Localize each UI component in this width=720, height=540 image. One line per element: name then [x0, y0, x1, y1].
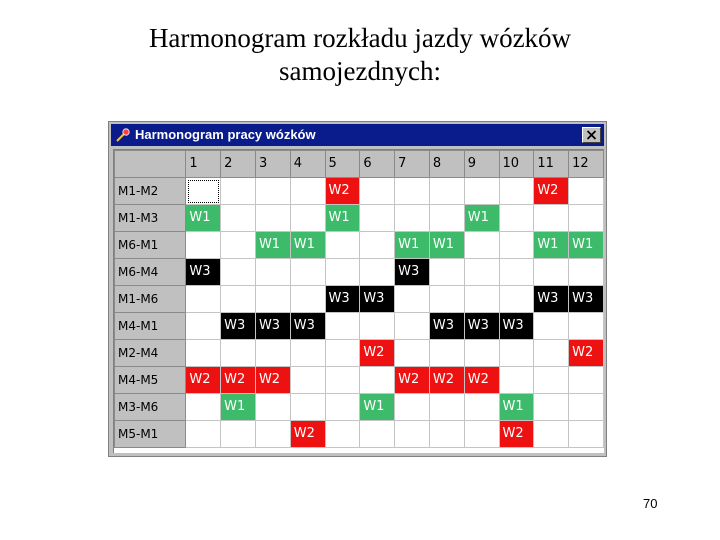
table-row: [115, 232, 604, 259]
grid-cell[interactable]: [534, 340, 569, 367]
grid-cell[interactable]: [534, 367, 569, 394]
grid-cell[interactable]: [360, 367, 395, 394]
grid-cell[interactable]: W3: [360, 286, 395, 313]
pin-icon: [115, 127, 131, 143]
grid-cell[interactable]: [221, 178, 256, 205]
column-header[interactable]: 8: [429, 151, 464, 178]
column-header[interactable]: 2: [221, 151, 256, 178]
grid-cell[interactable]: W1: [186, 205, 221, 232]
grid-cell[interactable]: [395, 340, 430, 367]
grid-cell[interactable]: W2: [395, 367, 430, 394]
grid-cell[interactable]: W2: [290, 421, 325, 448]
schedule-table: [114, 150, 604, 448]
table-row: [115, 259, 604, 286]
grid-cell[interactable]: [534, 313, 569, 340]
row-header[interactable]: M2-M4: [115, 340, 186, 367]
row-header[interactable]: M6-M1: [115, 232, 186, 259]
grid-cell[interactable]: W1: [360, 394, 395, 421]
column-header[interactable]: 10: [499, 151, 534, 178]
grid-cell[interactable]: [429, 394, 464, 421]
grid-cell[interactable]: [325, 259, 360, 286]
row-header[interactable]: M5-M1: [115, 421, 186, 448]
grid-cell[interactable]: [221, 232, 256, 259]
grid-cell[interactable]: [255, 394, 290, 421]
grid-cell[interactable]: W1: [255, 232, 290, 259]
grid-cell[interactable]: W1: [221, 394, 256, 421]
grid-cell[interactable]: [255, 178, 290, 205]
table-row: [115, 178, 604, 205]
grid-cell[interactable]: [395, 421, 430, 448]
grid-cell[interactable]: [290, 367, 325, 394]
column-header[interactable]: 12: [569, 151, 604, 178]
column-header[interactable]: 1: [186, 151, 221, 178]
grid-cell[interactable]: [499, 178, 534, 205]
grid-cell[interactable]: [429, 340, 464, 367]
grid-cell[interactable]: W1: [429, 232, 464, 259]
grid-cell[interactable]: W3: [464, 313, 499, 340]
grid-cell[interactable]: W3: [534, 286, 569, 313]
grid-cell[interactable]: W1: [290, 232, 325, 259]
column-header[interactable]: 11: [534, 151, 569, 178]
table-row: [115, 421, 604, 448]
column-header[interactable]: 3: [255, 151, 290, 178]
grid-cell[interactable]: W3: [255, 313, 290, 340]
grid-cell[interactable]: [464, 232, 499, 259]
grid-cell[interactable]: [499, 232, 534, 259]
grid-cell[interactable]: [395, 205, 430, 232]
grid-cell[interactable]: W3: [221, 313, 256, 340]
grid-cell[interactable]: [325, 394, 360, 421]
grid-cell[interactable]: W3: [499, 313, 534, 340]
grid-cell[interactable]: [186, 313, 221, 340]
grid-cell[interactable]: [429, 259, 464, 286]
grid-cell[interactable]: [290, 259, 325, 286]
column-header[interactable]: 4: [290, 151, 325, 178]
row-header[interactable]: M4-M5: [115, 367, 186, 394]
grid-cell[interactable]: W1: [325, 205, 360, 232]
grid-cell[interactable]: W1: [534, 232, 569, 259]
grid-cell[interactable]: W3: [325, 286, 360, 313]
grid-cell[interactable]: [255, 340, 290, 367]
grid-cell[interactable]: [360, 313, 395, 340]
row-header[interactable]: M4-M1: [115, 313, 186, 340]
grid-cell[interactable]: [499, 286, 534, 313]
grid-cell[interactable]: [255, 286, 290, 313]
column-header[interactable]: 9: [464, 151, 499, 178]
grid-cell[interactable]: [464, 394, 499, 421]
grid-cell[interactable]: [290, 394, 325, 421]
grid-cell[interactable]: [290, 205, 325, 232]
grid-cell[interactable]: [360, 232, 395, 259]
grid-cell[interactable]: [255, 421, 290, 448]
grid-cell[interactable]: W2: [255, 367, 290, 394]
grid-cell[interactable]: [429, 205, 464, 232]
close-button[interactable]: [582, 127, 601, 143]
grid-cell[interactable]: W1: [499, 394, 534, 421]
schedule-window: [108, 121, 607, 457]
grid-cell[interactable]: [569, 313, 604, 340]
column-header[interactable]: 6: [360, 151, 395, 178]
grid-cell[interactable]: W3: [186, 259, 221, 286]
grid-cell[interactable]: [395, 178, 430, 205]
table-row: [115, 394, 604, 421]
grid-cell[interactable]: [499, 205, 534, 232]
grid-cell[interactable]: W3: [395, 259, 430, 286]
slide-title-line-2: samojezdnych:: [279, 56, 441, 86]
window-title: Harmonogram pracy wózków: [135, 127, 316, 142]
grid-cell[interactable]: [569, 421, 604, 448]
grid-cell[interactable]: [499, 340, 534, 367]
grid-cell[interactable]: [429, 286, 464, 313]
table-row: [115, 205, 604, 232]
grid-cell[interactable]: [569, 367, 604, 394]
grid-cell[interactable]: [186, 232, 221, 259]
grid-cell[interactable]: [186, 340, 221, 367]
page-number: 70: [643, 496, 658, 511]
column-header[interactable]: 7: [395, 151, 430, 178]
grid-cell[interactable]: [429, 421, 464, 448]
grid-cell[interactable]: [360, 421, 395, 448]
grid-cell[interactable]: [534, 259, 569, 286]
grid-cell[interactable]: [186, 421, 221, 448]
window-titlebar[interactable]: [111, 124, 604, 146]
grid-cell[interactable]: W1: [569, 232, 604, 259]
grid-cell[interactable]: [325, 232, 360, 259]
grid-cell[interactable]: [290, 178, 325, 205]
grid-cell[interactable]: W3: [429, 313, 464, 340]
header-row: [115, 151, 604, 178]
grid-cell[interactable]: [360, 205, 395, 232]
grid-cell[interactable]: [360, 259, 395, 286]
grid-cell[interactable]: [429, 178, 464, 205]
grid-cell[interactable]: [360, 178, 395, 205]
grid-cell[interactable]: [221, 340, 256, 367]
grid-cell[interactable]: [221, 421, 256, 448]
grid-cell[interactable]: [499, 259, 534, 286]
row-header[interactable]: M1-M3: [115, 205, 186, 232]
grid-cell[interactable]: [325, 421, 360, 448]
grid-cell[interactable]: [464, 340, 499, 367]
grid-cell[interactable]: W2: [325, 178, 360, 205]
grid-cell[interactable]: W3: [290, 313, 325, 340]
row-header[interactable]: M3-M6: [115, 394, 186, 421]
grid-cell[interactable]: [464, 286, 499, 313]
grid-cell[interactable]: W2: [221, 367, 256, 394]
grid-cell[interactable]: [255, 205, 290, 232]
grid-cell[interactable]: [569, 394, 604, 421]
close-icon: [586, 130, 597, 140]
table-row: [115, 367, 604, 394]
grid-cell[interactable]: [534, 394, 569, 421]
table-row: [115, 313, 604, 340]
grid-cell[interactable]: [186, 286, 221, 313]
row-header[interactable]: M1-M6: [115, 286, 186, 313]
grid-cell[interactable]: W2: [499, 421, 534, 448]
grid-cell[interactable]: [325, 367, 360, 394]
grid-cell[interactable]: [221, 259, 256, 286]
grid-cell[interactable]: [290, 340, 325, 367]
grid-cell[interactable]: [255, 259, 290, 286]
schedule-grid: [113, 149, 604, 453]
grid-cell[interactable]: W2: [534, 178, 569, 205]
grid-cell[interactable]: [534, 421, 569, 448]
grid-cell[interactable]: W2: [569, 340, 604, 367]
grid-cell[interactable]: [325, 340, 360, 367]
grid-cell[interactable]: [186, 394, 221, 421]
grid-cell[interactable]: W1: [464, 205, 499, 232]
grid-cell[interactable]: W2: [429, 367, 464, 394]
table-row: [115, 340, 604, 367]
grid-cell[interactable]: [534, 205, 569, 232]
grid-cell[interactable]: [395, 286, 430, 313]
grid-corner: [115, 151, 186, 178]
table-row: [115, 286, 604, 313]
grid-cell[interactable]: [569, 178, 604, 205]
grid-cell[interactable]: [290, 286, 325, 313]
grid-cell[interactable]: [499, 367, 534, 394]
grid-cell[interactable]: [395, 313, 430, 340]
grid-cell[interactable]: [569, 259, 604, 286]
row-header[interactable]: M6-M4: [115, 259, 186, 286]
grid-cell[interactable]: [569, 205, 604, 232]
grid-cell[interactable]: [221, 286, 256, 313]
column-header[interactable]: 5: [325, 151, 360, 178]
grid-cell[interactable]: W1: [395, 232, 430, 259]
grid-cell[interactable]: W2: [186, 367, 221, 394]
grid-cell[interactable]: [464, 178, 499, 205]
grid-cell[interactable]: [186, 178, 221, 205]
grid-cell[interactable]: [464, 421, 499, 448]
grid-cell[interactable]: W2: [360, 340, 395, 367]
row-header[interactable]: M1-M2: [115, 178, 186, 205]
grid-cell[interactable]: W2: [464, 367, 499, 394]
grid-cell[interactable]: [395, 394, 430, 421]
grid-cell[interactable]: [325, 313, 360, 340]
grid-cell[interactable]: [464, 259, 499, 286]
slide-title: [0, 22, 720, 88]
grid-cell[interactable]: W3: [569, 286, 604, 313]
grid-cell[interactable]: [221, 205, 256, 232]
slide-title-line-1: Harmonogram rozkładu jazdy wózków: [148, 23, 572, 53]
